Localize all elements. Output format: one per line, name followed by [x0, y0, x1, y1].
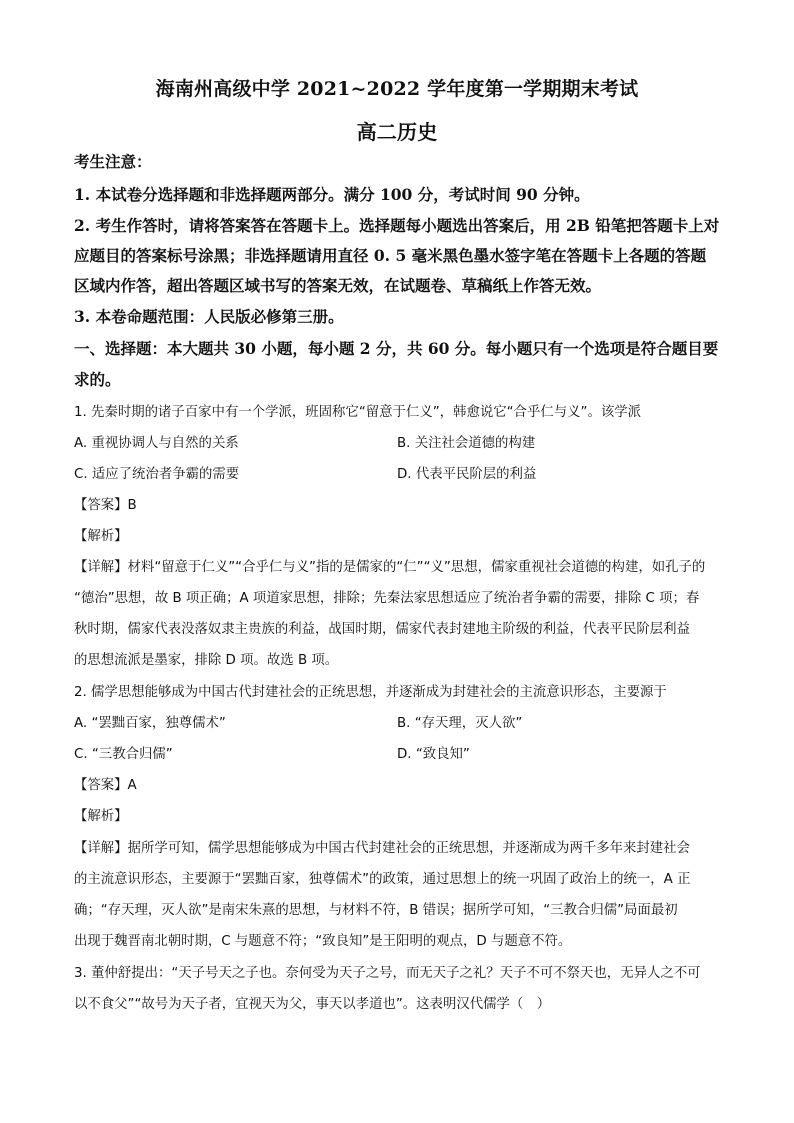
exam-subtitle: 高二历史	[356, 120, 438, 144]
q1-option-a: A. 重视协调人与自然的关系	[74, 436, 239, 451]
q3-stem-line-1: 3. 董仲舒提出：“天子号天之子也。奈何受为天子之号，而无天子之礼？天子不可不祭天也，无异人之不可	[74, 966, 701, 981]
q2-stem: 2. 儒学思想能够成为中国古代封建社会的正统思想，并逐渐成为封建社会的主流意识形态，主要源于	[74, 685, 667, 700]
notice-item-2-line-2: 应题目的答案标号涂黑；非选择题请用直径 0. 5 毫米黑色墨水签字笔在答题卡上各题的答题	[74, 246, 707, 265]
q3-stem-line-2: 以不食父”“故号为天子者，宜视天为父，事天以孝道也”。这表明汉代儒学（ ）	[74, 997, 551, 1012]
q1-option-c: C. 适应了统治者争霸的需要	[74, 467, 240, 482]
notice-item-2-line-1: 2. 考生作答时，请将答案答在答题卡上。选择题每小题选出答案后，用 2B 铅笔把答题卡上对	[74, 216, 720, 235]
notice-item-2-line-3: 区域内作答，超出答题区域书写的答案无效，在试题卷、草稿纸上作答无效。	[74, 276, 602, 295]
q1-answer: 【答案】B	[74, 498, 137, 513]
notice-item-1: 1. 本试卷分选择题和非选择题两部分。满分 100 分，考试时间 90 分钟。	[74, 185, 590, 204]
notice-item-3: 3. 本卷命题范围：人民版必修第三册。	[74, 307, 344, 326]
q1-option-d: D. 代表平民阶层的利益	[397, 467, 537, 482]
q1-analysis-label: 【解析】	[74, 529, 128, 544]
q2-option-a: A. “罢黜百家，独尊儒术”	[74, 716, 226, 731]
q2-option-d: D. “致良知”	[397, 747, 470, 762]
q1-detail-line-2: “德治”思想，故 B 项正确；A 项道家思想，排除；先秦法家思想适应了统治者争霸的需要，排除 C 项；春	[74, 591, 700, 606]
q1-detail-line-4: 的思想流派是墨家，排除 D 项。故选 B 项。	[74, 653, 339, 668]
notice-heading: 考生注意：	[74, 152, 152, 171]
q2-option-c: C. “三教合归儒”	[74, 747, 173, 762]
q2-detail-line-3: 确；“存天理，灭人欲”是南宋朱熹的思想，与材料不符，B 错误；据所学可知，“三教合归儒”局面最初	[74, 903, 678, 918]
q2-answer: 【答案】A	[74, 778, 137, 793]
section-heading-line-1: 一、选择题：本大题共 30 小题，每小题 2 分，共 60 分。每小题只有一个选项是符合题目要	[74, 339, 719, 358]
exam-title: 海南州高级中学 2021~2022 学年度第一学期期末考试	[155, 78, 639, 100]
q2-detail-line-4: 出现于魏晋南北朝时期，C 与题意不符；“致良知”是王阳明的观点，D 与题意不符。	[74, 934, 572, 949]
q1-stem: 1. 先秦时期的诸子百家中有一个学派，班固称它“留意于仁义”，韩愈说它“合乎仁与义”。该学派	[74, 405, 642, 420]
q1-option-b: B. 关注社会道德的构建	[397, 436, 536, 451]
q1-detail-line-1: 【详解】材料“留意于仁义”“合乎仁与义”指的是儒家的“仁”“义”思想，儒家重视社会道德的构建，如孔子的	[74, 560, 706, 575]
q2-option-b: B. “存天理，灭人欲”	[397, 716, 523, 731]
q1-detail-line-3: 秋时期，儒家代表没落奴隶主贵族的利益，战国时期，儒家代表封建地主阶级的利益，代表平民阶层利益	[74, 622, 690, 637]
q2-analysis-label: 【解析】	[74, 809, 128, 824]
q2-detail-line-2: 的主流意识形态，主要源于“罢黜百家，独尊儒术”的政策，通过思想上的统一巩固了政治上的统一，A 正	[74, 872, 691, 887]
q2-detail-line-1: 【详解】据所学可知，儒学思想能够成为中国古代封建社会的正统思想，并逐渐成为两千多年来封建社会	[74, 841, 690, 856]
section-heading-line-2: 求的。	[74, 370, 121, 389]
